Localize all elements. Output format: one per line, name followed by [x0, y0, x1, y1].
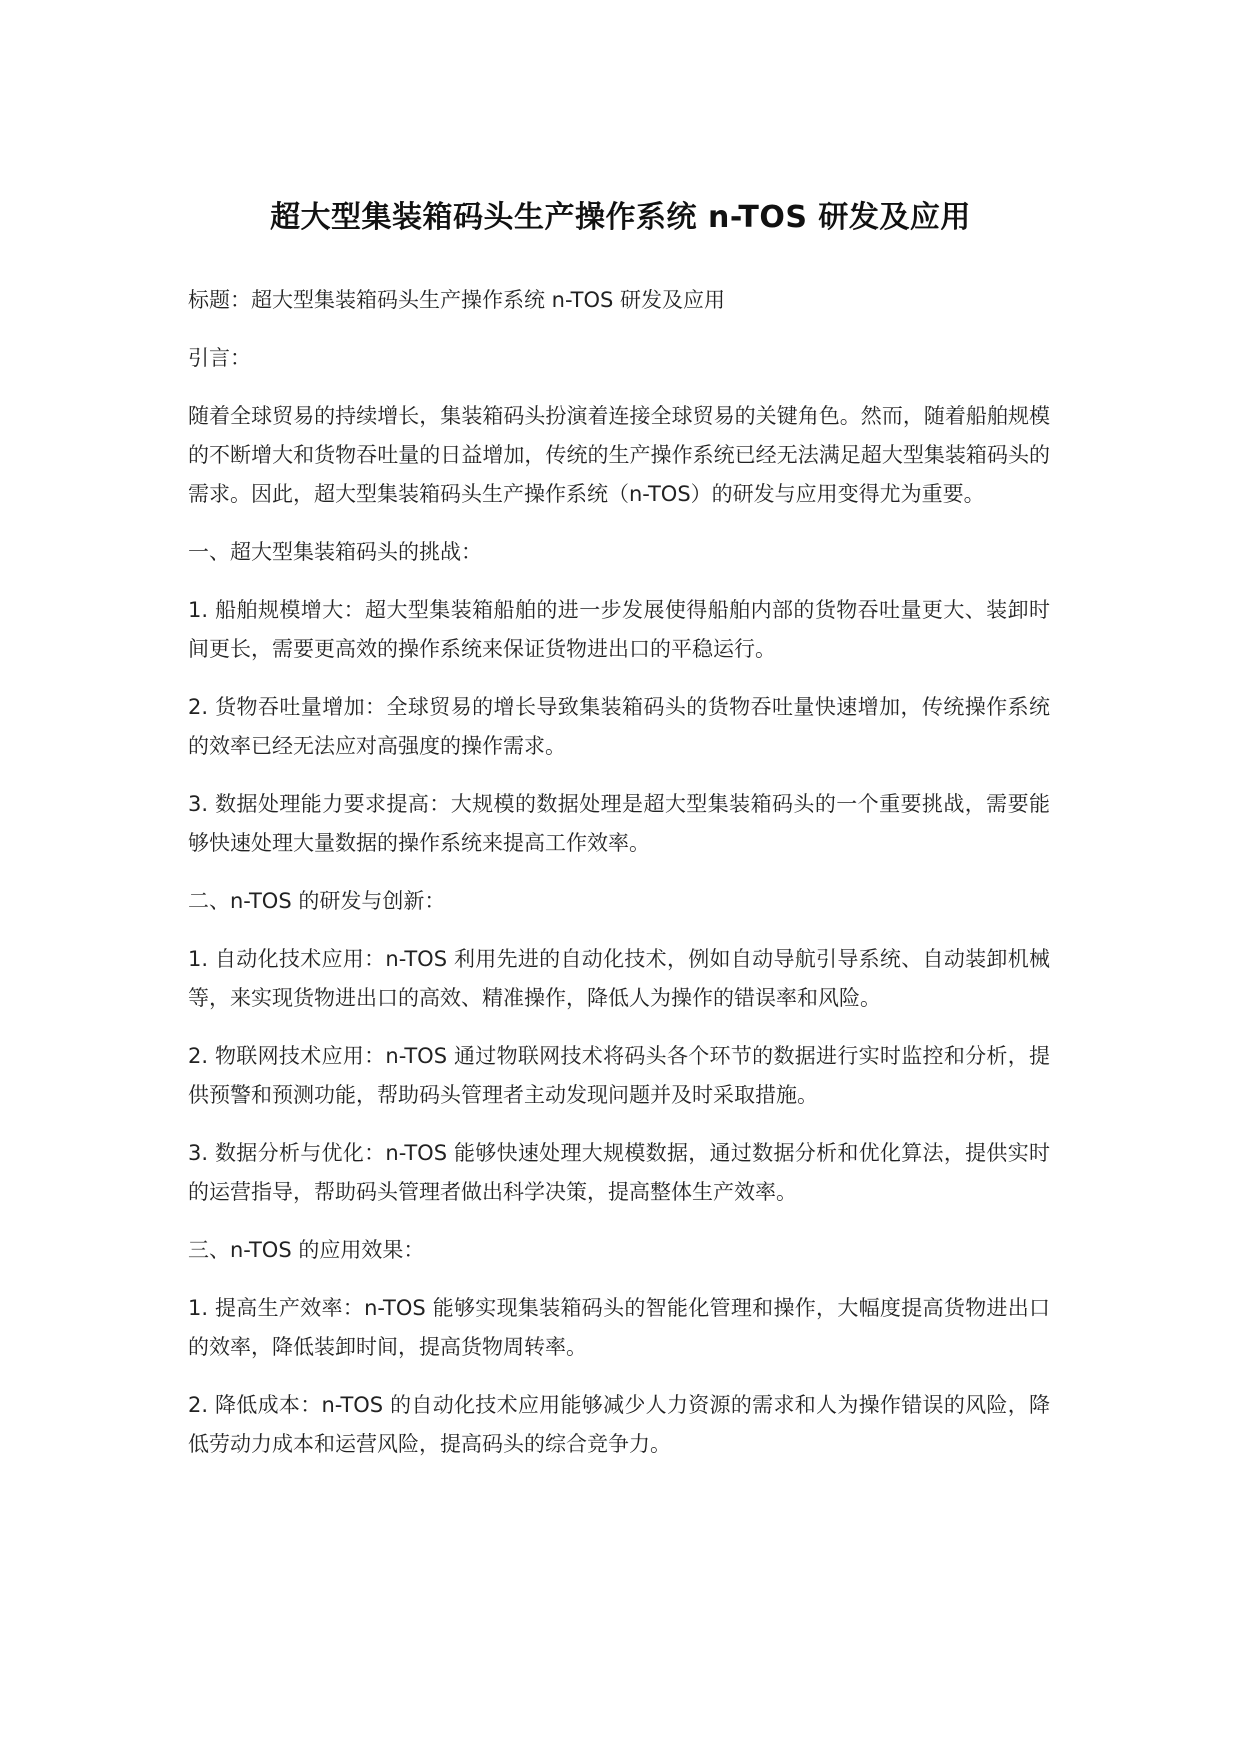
paragraph-intro-heading: 引言： [188, 346, 251, 370]
paragraph-title-line: 标题：超大型集装箱码头生产操作系统 n-TOS 研发及应用 [188, 288, 725, 312]
list-item-effect-2: 2. 降低成本：n-TOS 的自动化技术应用能够减少人力资源的需求和人为操作错误的风险，降低劳动力成本和运营风险，提高码头的综合竞争力。 [188, 1393, 1050, 1456]
paragraph-intro: 随着全球贸易的持续增长，集装箱码头扮演着连接全球贸易的关键角色。然而，随着船舶规模的不断增大和货物吞吐量的日益增加，传统的生产操作系统已经无法满足超大型集装箱码头的需求。因此，超大型集装箱码头生产操作系统（n-TOS）的研发与应用变得尤为重要。 [188, 404, 1050, 506]
section-heading-effects: 三、n-TOS 的应用效果： [188, 1238, 425, 1262]
list-item-innovation-2: 2. 物联网技术应用：n-TOS 通过物联网技术将码头各个环节的数据进行实时监控和分析，提供预警和预测功能，帮助码头管理者主动发现问题并及时采取措施。 [188, 1044, 1050, 1107]
list-item-challenge-1: 1. 船舶规模增大：超大型集装箱船舶的进一步发展使得船舶内部的货物吞吐量更大、装卸时间更长，需要更高效的操作系统来保证货物进出口的平稳运行。 [188, 598, 1050, 661]
document-title: 超大型集装箱码头生产操作系统 n-TOS 研发及应用 [270, 200, 971, 236]
document-body [188, 281, 1050, 1483]
section-heading-challenges: 一、超大型集装箱码头的挑战： [188, 540, 482, 564]
list-item-innovation-1: 1. 自动化技术应用：n-TOS 利用先进的自动化技术，例如自动导航引导系统、自动装卸机械等，来实现货物进出口的高效、精准操作，降低人为操作的错误率和风险。 [188, 947, 1050, 1010]
section-heading-innovation: 二、n-TOS 的研发与创新： [188, 889, 446, 913]
list-item-innovation-3: 3. 数据分析与优化：n-TOS 能够快速处理大规模数据，通过数据分析和优化算法，提供实时的运营指导，帮助码头管理者做出科学决策，提高整体生产效率。 [188, 1141, 1050, 1204]
list-item-challenge-2: 2. 货物吞吐量增加：全球贸易的增长导致集装箱码头的货物吞吐量快速增加，传统操作系统的效率已经无法应对高强度的操作需求。 [188, 695, 1050, 758]
list-item-effect-1: 1. 提高生产效率：n-TOS 能够实现集装箱码头的智能化管理和操作，大幅度提高货物进出口的效率，降低装卸时间，提高货物周转率。 [188, 1296, 1050, 1359]
list-item-challenge-3: 3. 数据处理能力要求提高：大规模的数据处理是超大型集装箱码头的一个重要挑战，需要能够快速处理大量数据的操作系统来提高工作效率。 [188, 792, 1050, 855]
